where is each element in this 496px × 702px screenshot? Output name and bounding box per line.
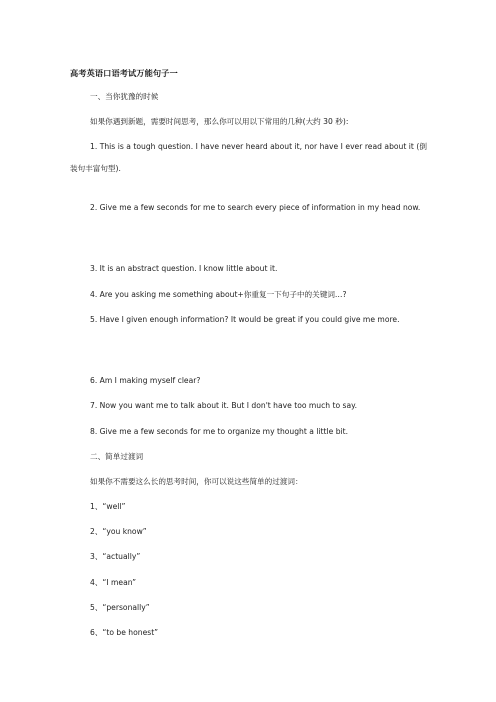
sentence-3: 3. It is an abstract question. I know little about it. [90,264,278,273]
sentence-1: 1. This is a tough question. I have never heard about it, nor have I ever read about it (倒装句丰富句型). [70,142,427,173]
sentence-7: 7. Now you want me to talk about it. But I don't have too much to say. [90,401,357,410]
section-heading-hesitation: 一、当你犹豫的时候 [90,92,159,101]
transition-item-4: 4、“I mean” [90,578,137,587]
transition-item-6: 6、“to be honest” [90,628,159,637]
transition-item-2: 2、“you know” [90,527,147,536]
section-intro-transitions: 如果你不需要这么长的思考时间，你可以说这些简单的过渡词： [90,477,303,486]
section-heading-transitions: 二、简单过渡词 [90,452,144,461]
sentence-6: 6. Am I making myself clear? [90,376,201,385]
section-intro-hesitation: 如果你遇到新题，需要时间思考，那么你可以用以下常用的几种(大约 30 秒): [90,117,349,126]
sentence-2: 2. Give me a few seconds for me to search every piece of information in my head now. [90,203,421,212]
transition-item-5: 5、“personally” [90,603,150,612]
transition-item-3: 3、“actually” [90,552,141,561]
sentence-5: 5. Have I given enough information? It would be great if you could give me more. [90,315,400,324]
transition-item-1: 1、“well” [90,502,126,511]
sentence-8: 8. Give me a few seconds for me to organize my thought a little bit. [90,427,349,436]
document-title: 高考英语口语考试万能句子一 [70,68,178,78]
sentence-4: 4. Are you asking me something about+你重复一下句子中的关键词…? [90,290,347,299]
